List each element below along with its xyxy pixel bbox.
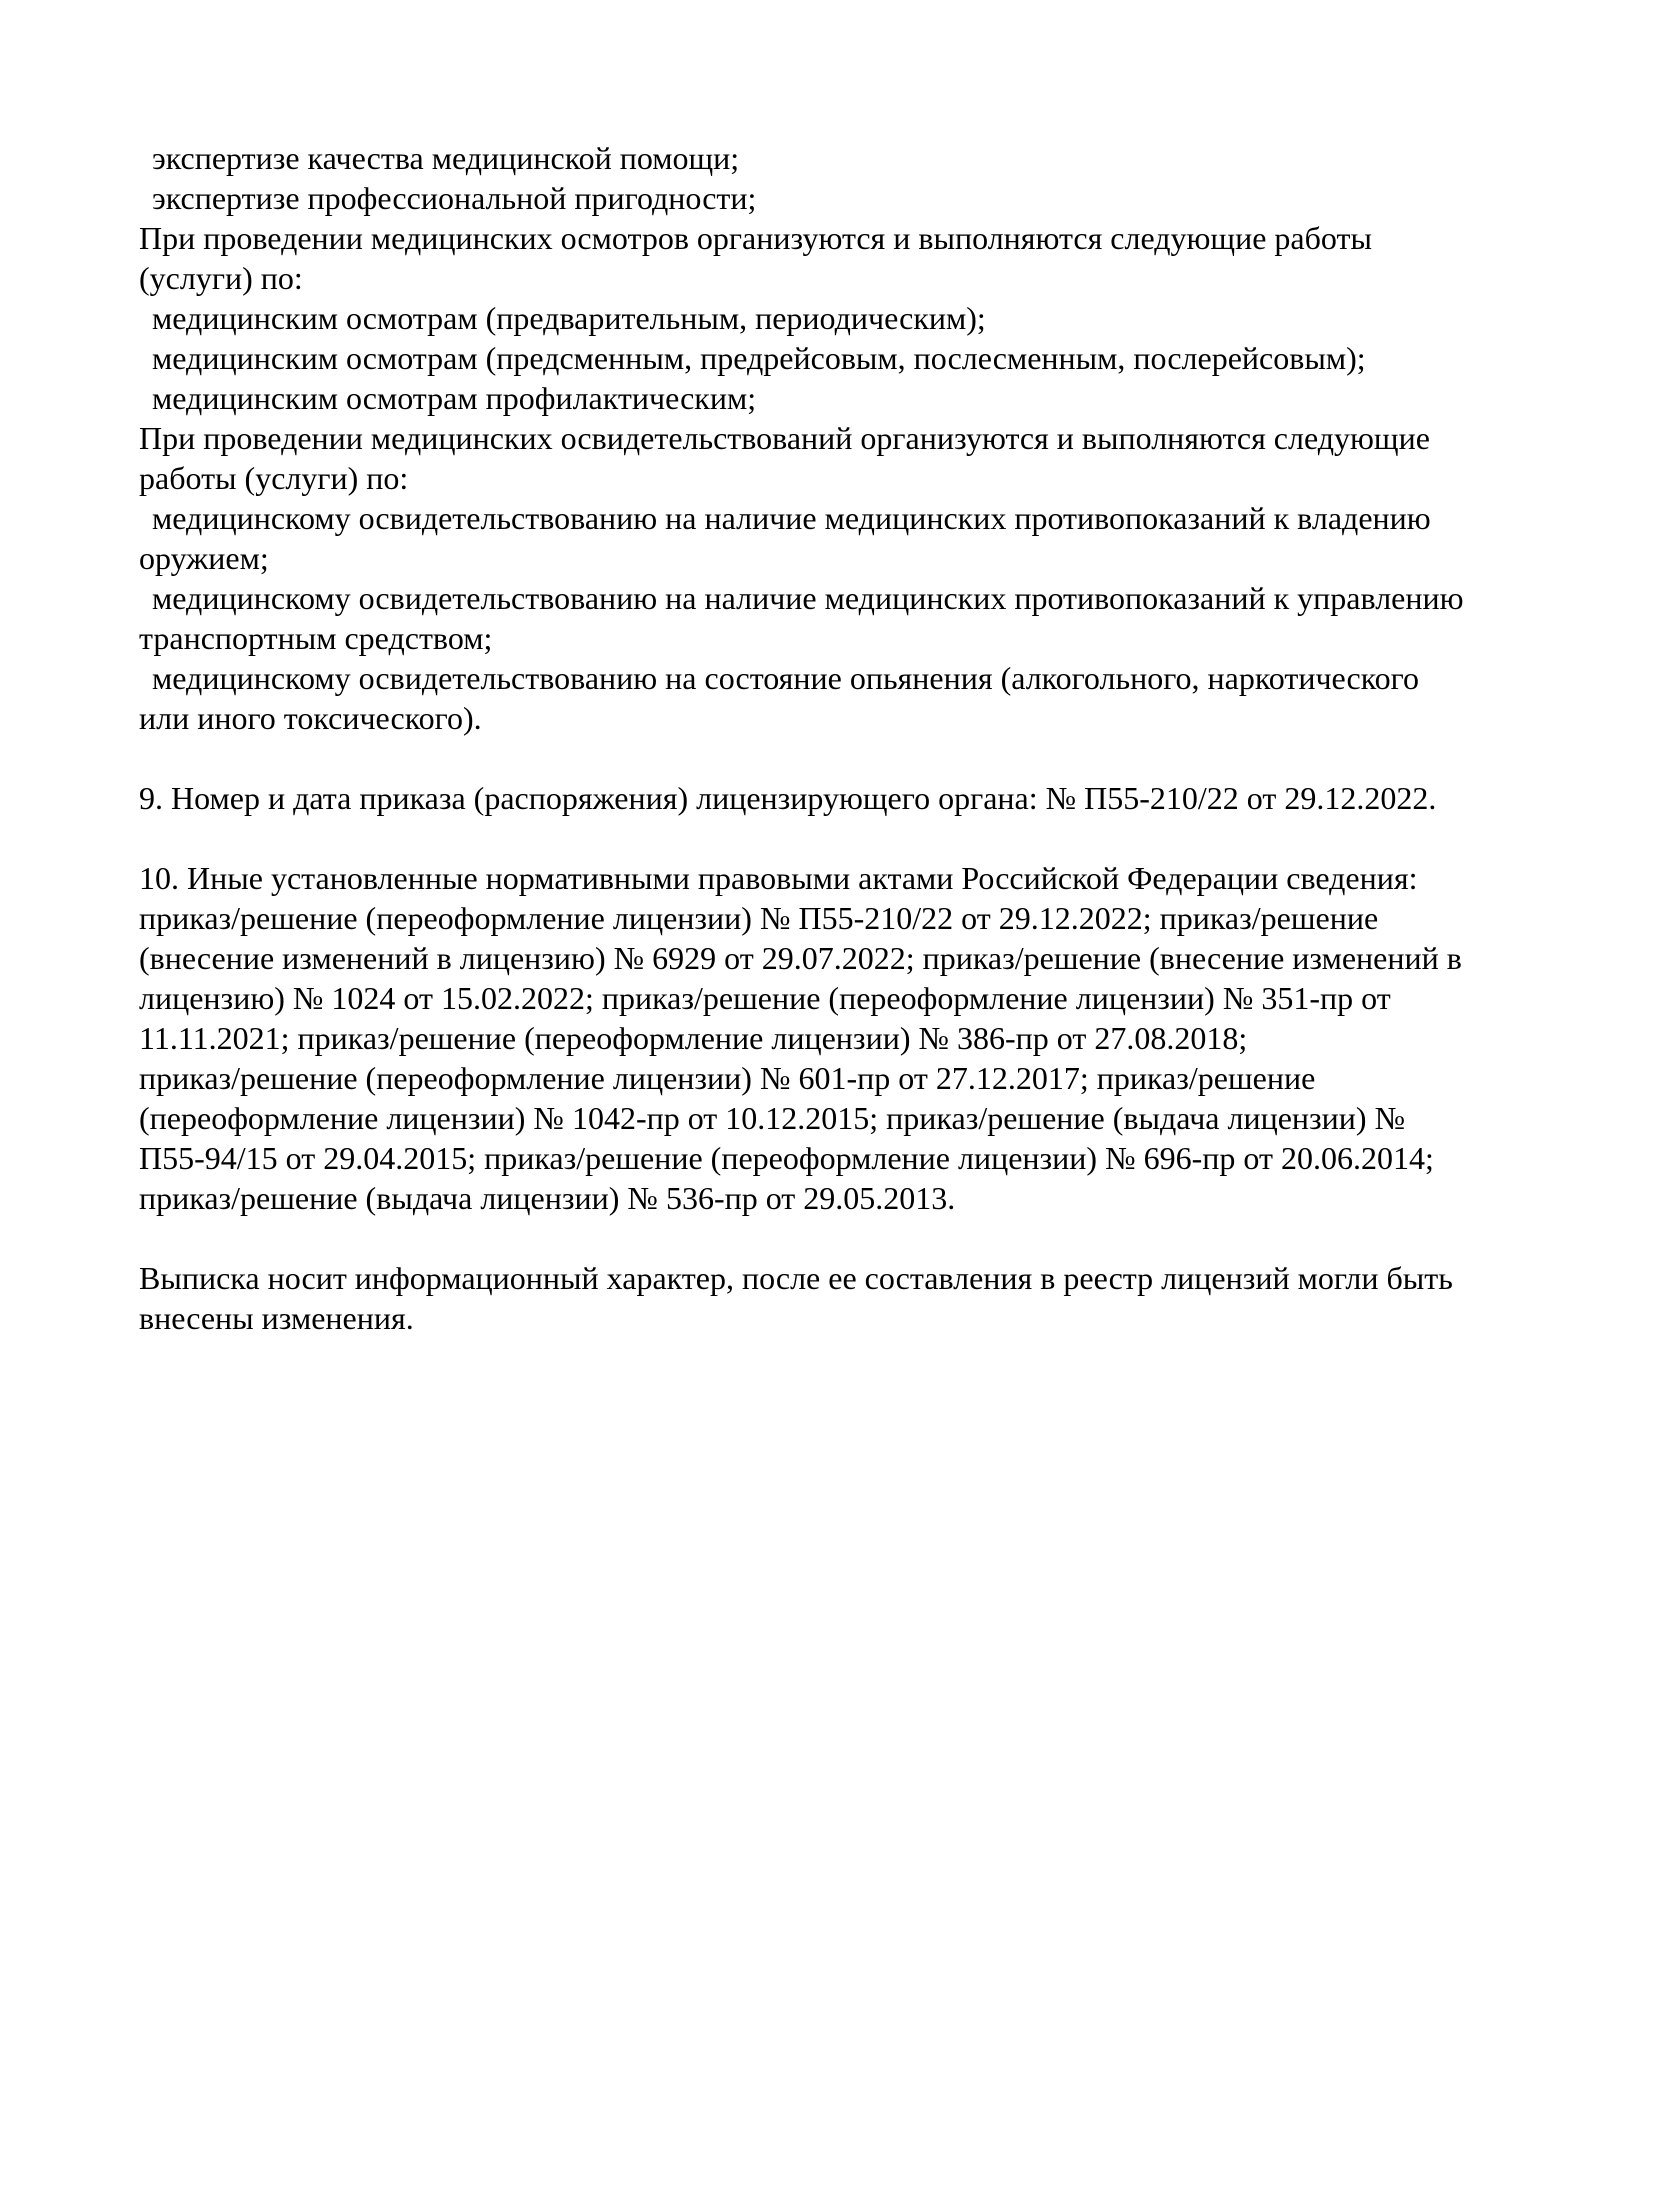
text-line: 9. Номер и дата приказа (распоряжения) лицензирующего органа: № П55-210/22 от 29.12.2022. bbox=[139, 780, 1437, 816]
text-line: приказ/решение (переоформление лицензии) № 601-пр от 27.12.2017; приказ/решение bbox=[139, 1060, 1316, 1096]
text-line: оружием; bbox=[139, 540, 269, 576]
text-line: медицинскому освидетельствованию на состояние опьянения (алкогольного, наркотического bbox=[152, 660, 1419, 696]
text-line: 11.11.2021; приказ/решение (переоформление лицензии) № 386-пр от 27.08.2018; bbox=[139, 1020, 1248, 1056]
text-line: медицинскому освидетельствованию на наличие медицинских противопоказаний к владению bbox=[152, 500, 1431, 536]
text-line: медицинским осмотрам (предсменным, предрейсовым, послесменным, послерейсовым); bbox=[152, 340, 1366, 376]
text-line: При проведении медицинских освидетельствований организуются и выполняются следующие bbox=[139, 420, 1430, 456]
disclaimer-section bbox=[139, 1258, 1548, 1338]
text-line: Выписка носит информационный характер, после ее составления в реестр лицензий могли быть bbox=[139, 1260, 1453, 1296]
additional-info-section bbox=[139, 858, 1548, 1218]
text-line: П55-94/15 от 29.04.2015; приказ/решение (переоформление лицензии) № 696-пр от 20.06.2014; bbox=[139, 1140, 1434, 1176]
text-line: экспертизе профессиональной пригодности; bbox=[152, 180, 757, 216]
text-line: приказ/решение (выдача лицензии) № 536-пр от 29.05.2013. bbox=[139, 1180, 956, 1216]
text-line: или иного токсического). bbox=[139, 700, 482, 736]
text-line: медицинским осмотрам профилактическим; bbox=[152, 380, 757, 416]
text-line: медицинскому освидетельствованию на наличие медицинских противопоказаний к управлению bbox=[152, 580, 1464, 616]
text-line: (услуги) по: bbox=[139, 260, 303, 296]
text-line: внесены изменения. bbox=[139, 1300, 414, 1336]
text-line: (внесение изменений в лицензию) № 6929 от 29.07.2022; приказ/решение (внесение изменений в bbox=[139, 940, 1462, 976]
text-line: транспортным средством; bbox=[139, 620, 493, 656]
text-line: (переоформление лицензии) № 1042-пр от 10.12.2015; приказ/решение (выдача лицензии) № bbox=[139, 1100, 1406, 1136]
text-line: приказ/решение (переоформление лицензии) № П55-210/22 от 29.12.2022; приказ/решение bbox=[139, 900, 1379, 936]
text-line: работы (услуги) по: bbox=[139, 460, 409, 496]
text-line: экспертизе качества медицинской помощи; bbox=[152, 140, 740, 176]
text-line: медицинским осмотрам (предварительным, периодическим); bbox=[152, 300, 986, 336]
works-services-section bbox=[139, 138, 1548, 738]
text-line: лицензию) № 1024 от 15.02.2022; приказ/решение (переоформление лицензии) № 351-пр от bbox=[139, 980, 1391, 1016]
order-number-section bbox=[139, 778, 1548, 818]
text-line: При проведении медицинских осмотров организуются и выполняются следующие работы bbox=[139, 220, 1372, 256]
text-line: 10. Иные установленные нормативными правовыми актами Российской Федерации сведения: bbox=[139, 860, 1418, 896]
